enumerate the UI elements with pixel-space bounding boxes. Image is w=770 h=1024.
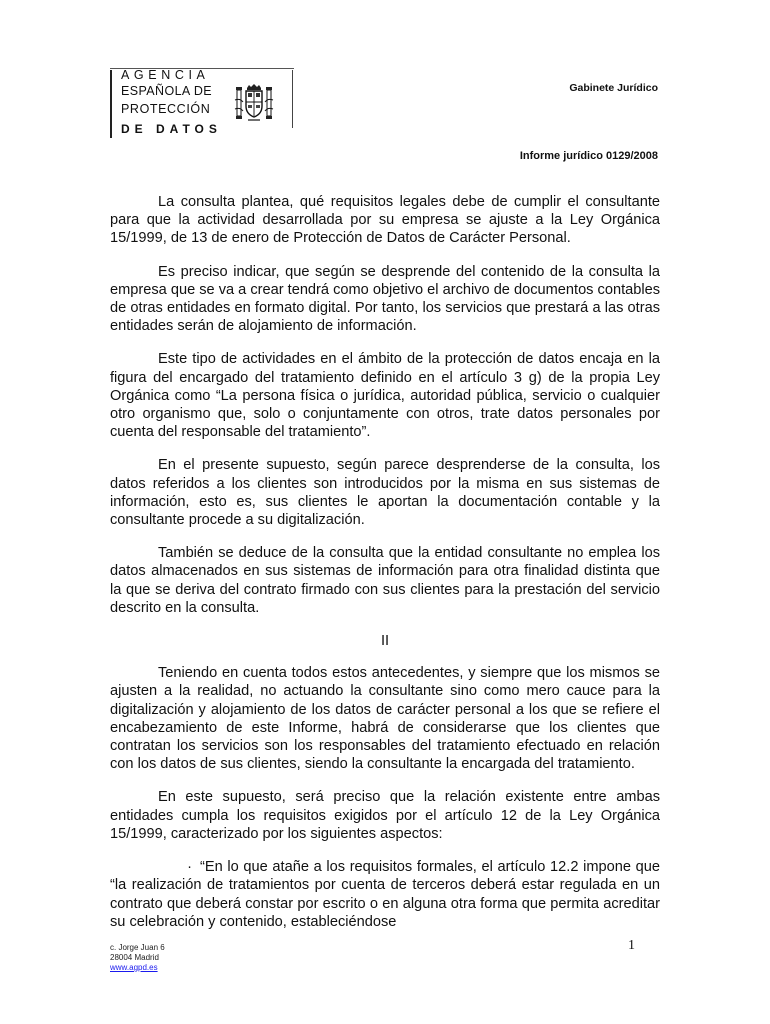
report-body: [110, 193, 660, 946]
footer-address: c. Jorge Juan 6: [110, 943, 165, 952]
department-label: Gabinete Jurídico: [569, 82, 658, 94]
paragraph-5: También se deduce de la consulta que la entidad consultante no emplea los datos almacenados en sus sistemas de información para otra finalidad distinta que la que se deriva del contrato firmado con sus clientes para la prestación del servicio descrito en la consulta.: [110, 545, 660, 616]
footer-city: 28004 Madrid: [110, 953, 159, 962]
logo-right-rule: [292, 70, 293, 128]
bullet-mark: ·: [187, 859, 192, 876]
logo-line-1: AGENCIA: [121, 68, 210, 82]
agency-logo: [110, 68, 294, 138]
page-number: 1: [628, 938, 635, 953]
paragraph-7: En este supuesto, será preciso que la relación existente entre ambas entidades cumpla los requisitos exigidos por el artículo 12 de la Ley Orgánica 15/1999, caracterizado por los siguientes aspectos:: [110, 789, 660, 842]
logo-line-4: DE DATOS: [121, 122, 222, 136]
paragraph-6: Teniendo en cuenta todos estos antecedentes, y siempre que los mismos se ajusten a la realidad, no actuando la consultante sino como mero cauce para la digitalización y alojamiento de los datos de carácter personal a los que se refiere el encabezamiento de este Informe, habrá de considerarse que los clientes que contratan los servicios son los responsables del tratamiento efectuado en relación con los datos de sus clientes, siendo la consultante la encargada del tratamiento.: [110, 665, 660, 773]
report-id: Informe jurídico 0129/2008: [519, 150, 658, 162]
paragraph-3: Este tipo de actividades en el ámbito de la protección de datos encaja en la figura del encargado del tratamiento definido en el artículo 3 g) de la propia Ley Orgánica como “La persona física o jurídica, autoridad pública, servicio o cualquier otro organismo que, solo o conjuntamente con otros, trate datos personales por cuenta del responsable del tratamiento”.: [110, 351, 660, 441]
paragraph-4: En el presente supuesto, según parece desprenderse de la consulta, los datos referidos a los clientes son introducidos por la misma en sus sistemas de información, esto es, sus clientes le aportan la documentación contable y la consultante procede a su digitalización.: [110, 457, 660, 529]
footer: [110, 943, 165, 973]
paragraph-8: “En lo que atañe a los requisitos formales, el artículo 12.2 impone que “la realización de tratamientos por cuenta de terceros deberá estar regulada en un contrato que deberá constar por escrito o en alguna otra forma que permita acreditar su celebración y contenido, estableciéndose: [110, 859, 660, 930]
section-heading: II: [380, 633, 390, 650]
bullet-paragraph: [110, 858, 660, 931]
logo-line-2: ESPAÑOLA DE: [121, 84, 213, 98]
website-link[interactable]: www.agpd.es: [110, 963, 158, 972]
paragraph-1: La consulta plantea, qué requisitos legales debe de cumplir el consultante para que la actividad desarrollada por su empresa se ajuste a la Ley Orgánica 15/1999, de 13 de enero de Protección de Datos de Carácter Personal.: [110, 194, 660, 247]
coat-of-arms-icon: [232, 82, 276, 126]
paragraph-2: Es preciso indicar, que según se desprende del contenido de la consulta la empresa que se va a crear tendrá como objetivo el archivo de documentos contables de otras entidades en formato digital. Por tanto, los servicios que prestará a las otras entidades serán de alojamiento de información.: [110, 263, 661, 335]
logo-line-3: PROTECCIÓN: [121, 102, 211, 116]
logo-left-rule: [110, 70, 112, 138]
